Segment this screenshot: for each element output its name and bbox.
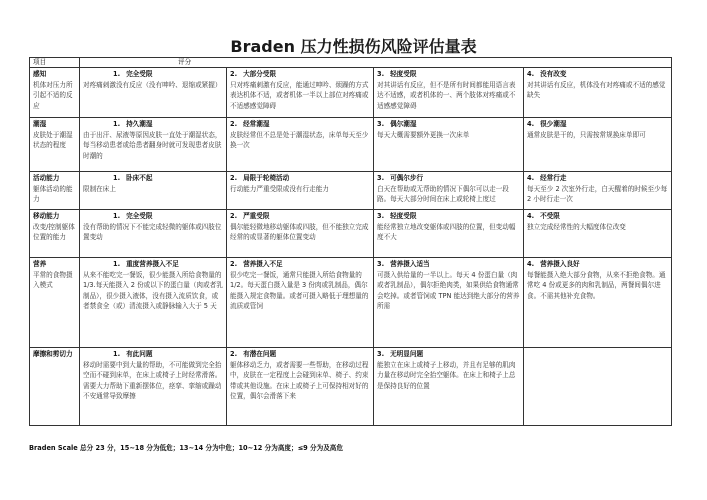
score-level-title: [230, 119, 370, 130]
score-description: 对疼痛刺激没有反应（没有呻吟、退缩或紧握）: [83, 80, 222, 89]
category-name: 感知: [33, 70, 47, 78]
score-label: 有潜在问题: [243, 350, 277, 358]
score-level-title: [83, 349, 223, 360]
score-number: 2.: [230, 260, 238, 268]
page-title: Braden 压力性损伤风险评估量表: [230, 37, 477, 56]
score-description: 可摄入供给量的一半以上。每天 4 份蛋白量（肉或者乳制品），偶尔拒绝肉类，如果供给食物通常会吃掉。或者管饲或 TPN 能达到绝大部分的营养所需: [377, 270, 520, 311]
table-row: [30, 68, 672, 118]
category-description: 皮肤处于潮湿状态的程度: [33, 130, 73, 150]
score-label: 营养摄入良好: [540, 260, 580, 268]
score-description: 只对疼痛刺激有反应，能通过呻吟、烦躁的方式表达机体不适，或者机体一半以上部位对疼痛或不适感感觉障碍: [230, 80, 369, 110]
score-description: 躯体移动乏力，或者需要一些帮助，在移动过程中，皮肤在一定程度上会碰到床单、椅子、约束带或其他设施。在床上或椅子上可保持相对好的位置，偶尔会滑落下来: [230, 360, 369, 401]
score-label: 经常潮湿: [243, 120, 270, 128]
score-level-title: [527, 211, 668, 222]
score-level-title: [527, 259, 668, 270]
score-level-title: [377, 211, 520, 222]
category-description: 躯体活动的能力: [33, 184, 73, 204]
score-description: 能独立在床上或椅子上移动，并且有足够的肌肉力量在移动时完全抬空躯体。在床上和椅子上总是保持良好的位置: [377, 360, 516, 390]
score-number: 2.: [230, 120, 238, 128]
score-level-cell: [227, 348, 374, 426]
score-level-cell: [374, 258, 524, 348]
score-level-title: [527, 119, 668, 130]
score-label: 轻度受限: [390, 212, 417, 220]
score-number: 1.: [113, 350, 121, 358]
score-label: 没有改变: [540, 70, 567, 78]
category-name: 潮湿: [33, 120, 47, 128]
score-level-cell: [524, 348, 672, 426]
score-level-title: [377, 349, 520, 360]
score-level-cell: [524, 68, 672, 118]
score-label: 严重受限: [243, 212, 270, 220]
score-label: 轻度受限: [390, 70, 417, 78]
score-description: 偶尔能轻微地移动躯体或四肢，但不能独立完成经常的或显著的躯体位置变动: [230, 222, 369, 242]
score-level-title: [230, 173, 370, 184]
score-level-title: [230, 259, 370, 270]
category-cell: [30, 68, 80, 118]
category-cell: [30, 172, 80, 210]
score-label: 持久潮湿: [126, 120, 153, 128]
score-number: 3.: [377, 174, 385, 182]
score-label: 可偶尔步行: [390, 174, 424, 182]
score-number: 4.: [527, 120, 535, 128]
category-name: 营养: [33, 260, 47, 268]
score-label: 完全受限: [126, 70, 153, 78]
category-description: 机体对压力所引起不适的反应: [33, 80, 73, 110]
score-description: 行动能力严重受限或没有行走能力: [230, 184, 329, 193]
scoring-footnote: Braden Scale 总分 23 分，15~18 分为低危；13~14 分为中危；10~12 分为高度；≤9 分为及高危: [29, 444, 343, 452]
table-header-row: [30, 58, 672, 68]
score-level-title: [83, 259, 223, 270]
score-level-title: [230, 211, 370, 222]
score-label: 重度营养摄入不足: [126, 260, 179, 268]
score-label: 经常行走: [540, 174, 567, 182]
header-score: 评分: [80, 58, 672, 68]
score-level-cell: [374, 348, 524, 426]
score-number: 1.: [113, 174, 121, 182]
score-level-title: [377, 69, 520, 80]
category-name: 活动能力: [33, 174, 60, 182]
score-level-cell: [524, 172, 672, 210]
table-row: [30, 348, 672, 426]
score-label: 很少潮湿: [540, 120, 567, 128]
score-description: 每餐能摄入绝大部分食物，从来不拒绝食物。通常吃 4 份或更多的肉和乳制品，两餐间偶尔进食。不需其他补充食物。: [527, 270, 666, 300]
score-number: 2.: [230, 212, 238, 220]
score-level-cell: [80, 210, 227, 258]
table-row: [30, 172, 672, 210]
category-cell: [30, 348, 80, 426]
score-description: 每天大概需要额外更换一次床单: [377, 130, 470, 139]
score-level-cell: [227, 258, 374, 348]
category-cell: [30, 258, 80, 348]
score-level-title: [83, 69, 223, 80]
score-label: 完全受限: [126, 212, 153, 220]
score-description: 从来不能吃完一餐饭，很少能摄入所给食物量的 1/3.每天能摄入 2 份或以下的蛋白量（肉或者乳制品），很少摄入液体，没有摄入流质饮食，或者禁食全（或）清流摄入或静脉输入大于 5 天: [83, 270, 223, 311]
score-level-cell: [524, 210, 672, 258]
score-level-cell: [374, 68, 524, 118]
score-label: 营养摄入不足: [243, 260, 283, 268]
score-description: 限制在床上: [83, 184, 116, 193]
score-level-title: [527, 349, 668, 360]
score-number: 3.: [377, 70, 385, 78]
score-label: 偶尔潮湿: [390, 120, 417, 128]
category-cell: [30, 210, 80, 258]
score-number: 3.: [377, 212, 385, 220]
score-description: 移动时需要中到大量的帮助，不可能做到完全抬空而不碰到床单，在床上或椅子上时经常滑落。需要大力帮助下重新摆体位，痉挛、挛缩或躁动不安通常导致摩擦: [83, 360, 222, 401]
score-number: 2.: [230, 174, 238, 182]
braden-scale-table: [29, 57, 672, 426]
category-cell: [30, 118, 80, 172]
score-label: 营养摄入适当: [390, 260, 430, 268]
score-description: 能经常独立地改变躯体或四肢的位置，但变动幅度不大: [377, 222, 516, 242]
score-level-title: [377, 173, 520, 184]
score-level-title: [527, 69, 668, 80]
score-level-cell: [374, 118, 524, 172]
score-number: 1.: [113, 212, 121, 220]
score-label: 局限于轮椅活动: [243, 174, 290, 182]
score-level-cell: [80, 258, 227, 348]
score-number: 4.: [527, 174, 535, 182]
score-level-title: [83, 173, 223, 184]
score-label: 有此问题: [126, 350, 153, 358]
score-description: 对其讲话有反应，但不是所有时间都能用语言表达不适感，或者机体的一、两个肢体对疼痛或不适感感觉障碍: [377, 80, 516, 110]
score-level-title: [377, 259, 520, 270]
table-row: [30, 210, 672, 258]
score-level-title: [83, 211, 223, 222]
score-number: 3.: [377, 120, 385, 128]
score-level-cell: [227, 210, 374, 258]
score-level-title: [230, 69, 370, 80]
score-description: 通常皮肤是干的，只需按常规换床单即可: [527, 130, 646, 139]
score-level-cell: [80, 68, 227, 118]
score-number: 2.: [230, 70, 238, 78]
score-description: 没有帮助的情况下不能完成轻微的躯体或四肢位置变动: [83, 222, 222, 242]
score-number: 1.: [113, 70, 121, 78]
category-name: 移动能力: [33, 212, 60, 220]
score-number: 1.: [113, 120, 121, 128]
score-number: 4.: [527, 212, 535, 220]
score-level-title: [527, 173, 668, 184]
score-number: 1.: [113, 260, 121, 268]
score-description: 很少吃完一餐饭，通常只能摄入所给食物量的 1/2。每天蛋白摄入量是 3 份肉或乳制品，偶尔能摄入规定食物量。或者可摄入略低于理想量的流质或管饲: [230, 270, 369, 311]
table-row: [30, 118, 672, 172]
score-level-cell: [80, 118, 227, 172]
score-level-cell: [524, 258, 672, 348]
score-number: 4.: [527, 70, 535, 78]
category-description: 平常的食物摄入模式: [33, 270, 73, 290]
score-level-cell: [227, 118, 374, 172]
score-level-title: [377, 119, 520, 130]
score-description: 皮肤经常但不总是处于潮湿状态，床单每天至少换一次: [230, 130, 369, 150]
score-description: 每天至少 2 次室外行走，白天醒着的时候至少每 2 小时行走一次: [527, 184, 668, 204]
score-level-cell: [524, 118, 672, 172]
score-level-title: [230, 349, 370, 360]
category-description: 改变/控制躯体位置的能力: [33, 222, 75, 242]
score-level-cell: [227, 68, 374, 118]
score-description: 对其讲话有反应，机体没有对疼痛或不适的感觉缺失: [527, 80, 666, 100]
score-label: 卧床不起: [126, 174, 153, 182]
score-level-cell: [374, 210, 524, 258]
header-item: 项目: [30, 58, 80, 68]
score-description: 独立完成经常性的大幅度体位改变: [527, 222, 626, 231]
score-level-cell: [374, 172, 524, 210]
score-label: 大部分受限: [243, 70, 277, 78]
score-description: 由于出汗、尿液等原因皮肤一直处于潮湿状态，每当移动患者或给患者翻身时就可发现患者皮肤时潮的: [83, 130, 222, 160]
score-level-cell: [80, 172, 227, 210]
score-number: 3.: [377, 350, 385, 358]
score-level-cell: [227, 172, 374, 210]
score-description: 白天在帮助或无帮助的情况下偶尔可以走一段路。每天大部分时间在床上或轮椅上度过: [377, 184, 509, 204]
category-name: 摩擦和剪切力: [33, 350, 73, 358]
score-number: 3.: [377, 260, 385, 268]
score-level-title: [83, 119, 223, 130]
score-level-cell: [80, 348, 227, 426]
score-label: 不受限: [540, 212, 560, 220]
table-row: [30, 258, 672, 348]
score-label: 无明显问题: [390, 350, 424, 358]
score-number: 2.: [230, 350, 238, 358]
score-number: 4.: [527, 260, 535, 268]
